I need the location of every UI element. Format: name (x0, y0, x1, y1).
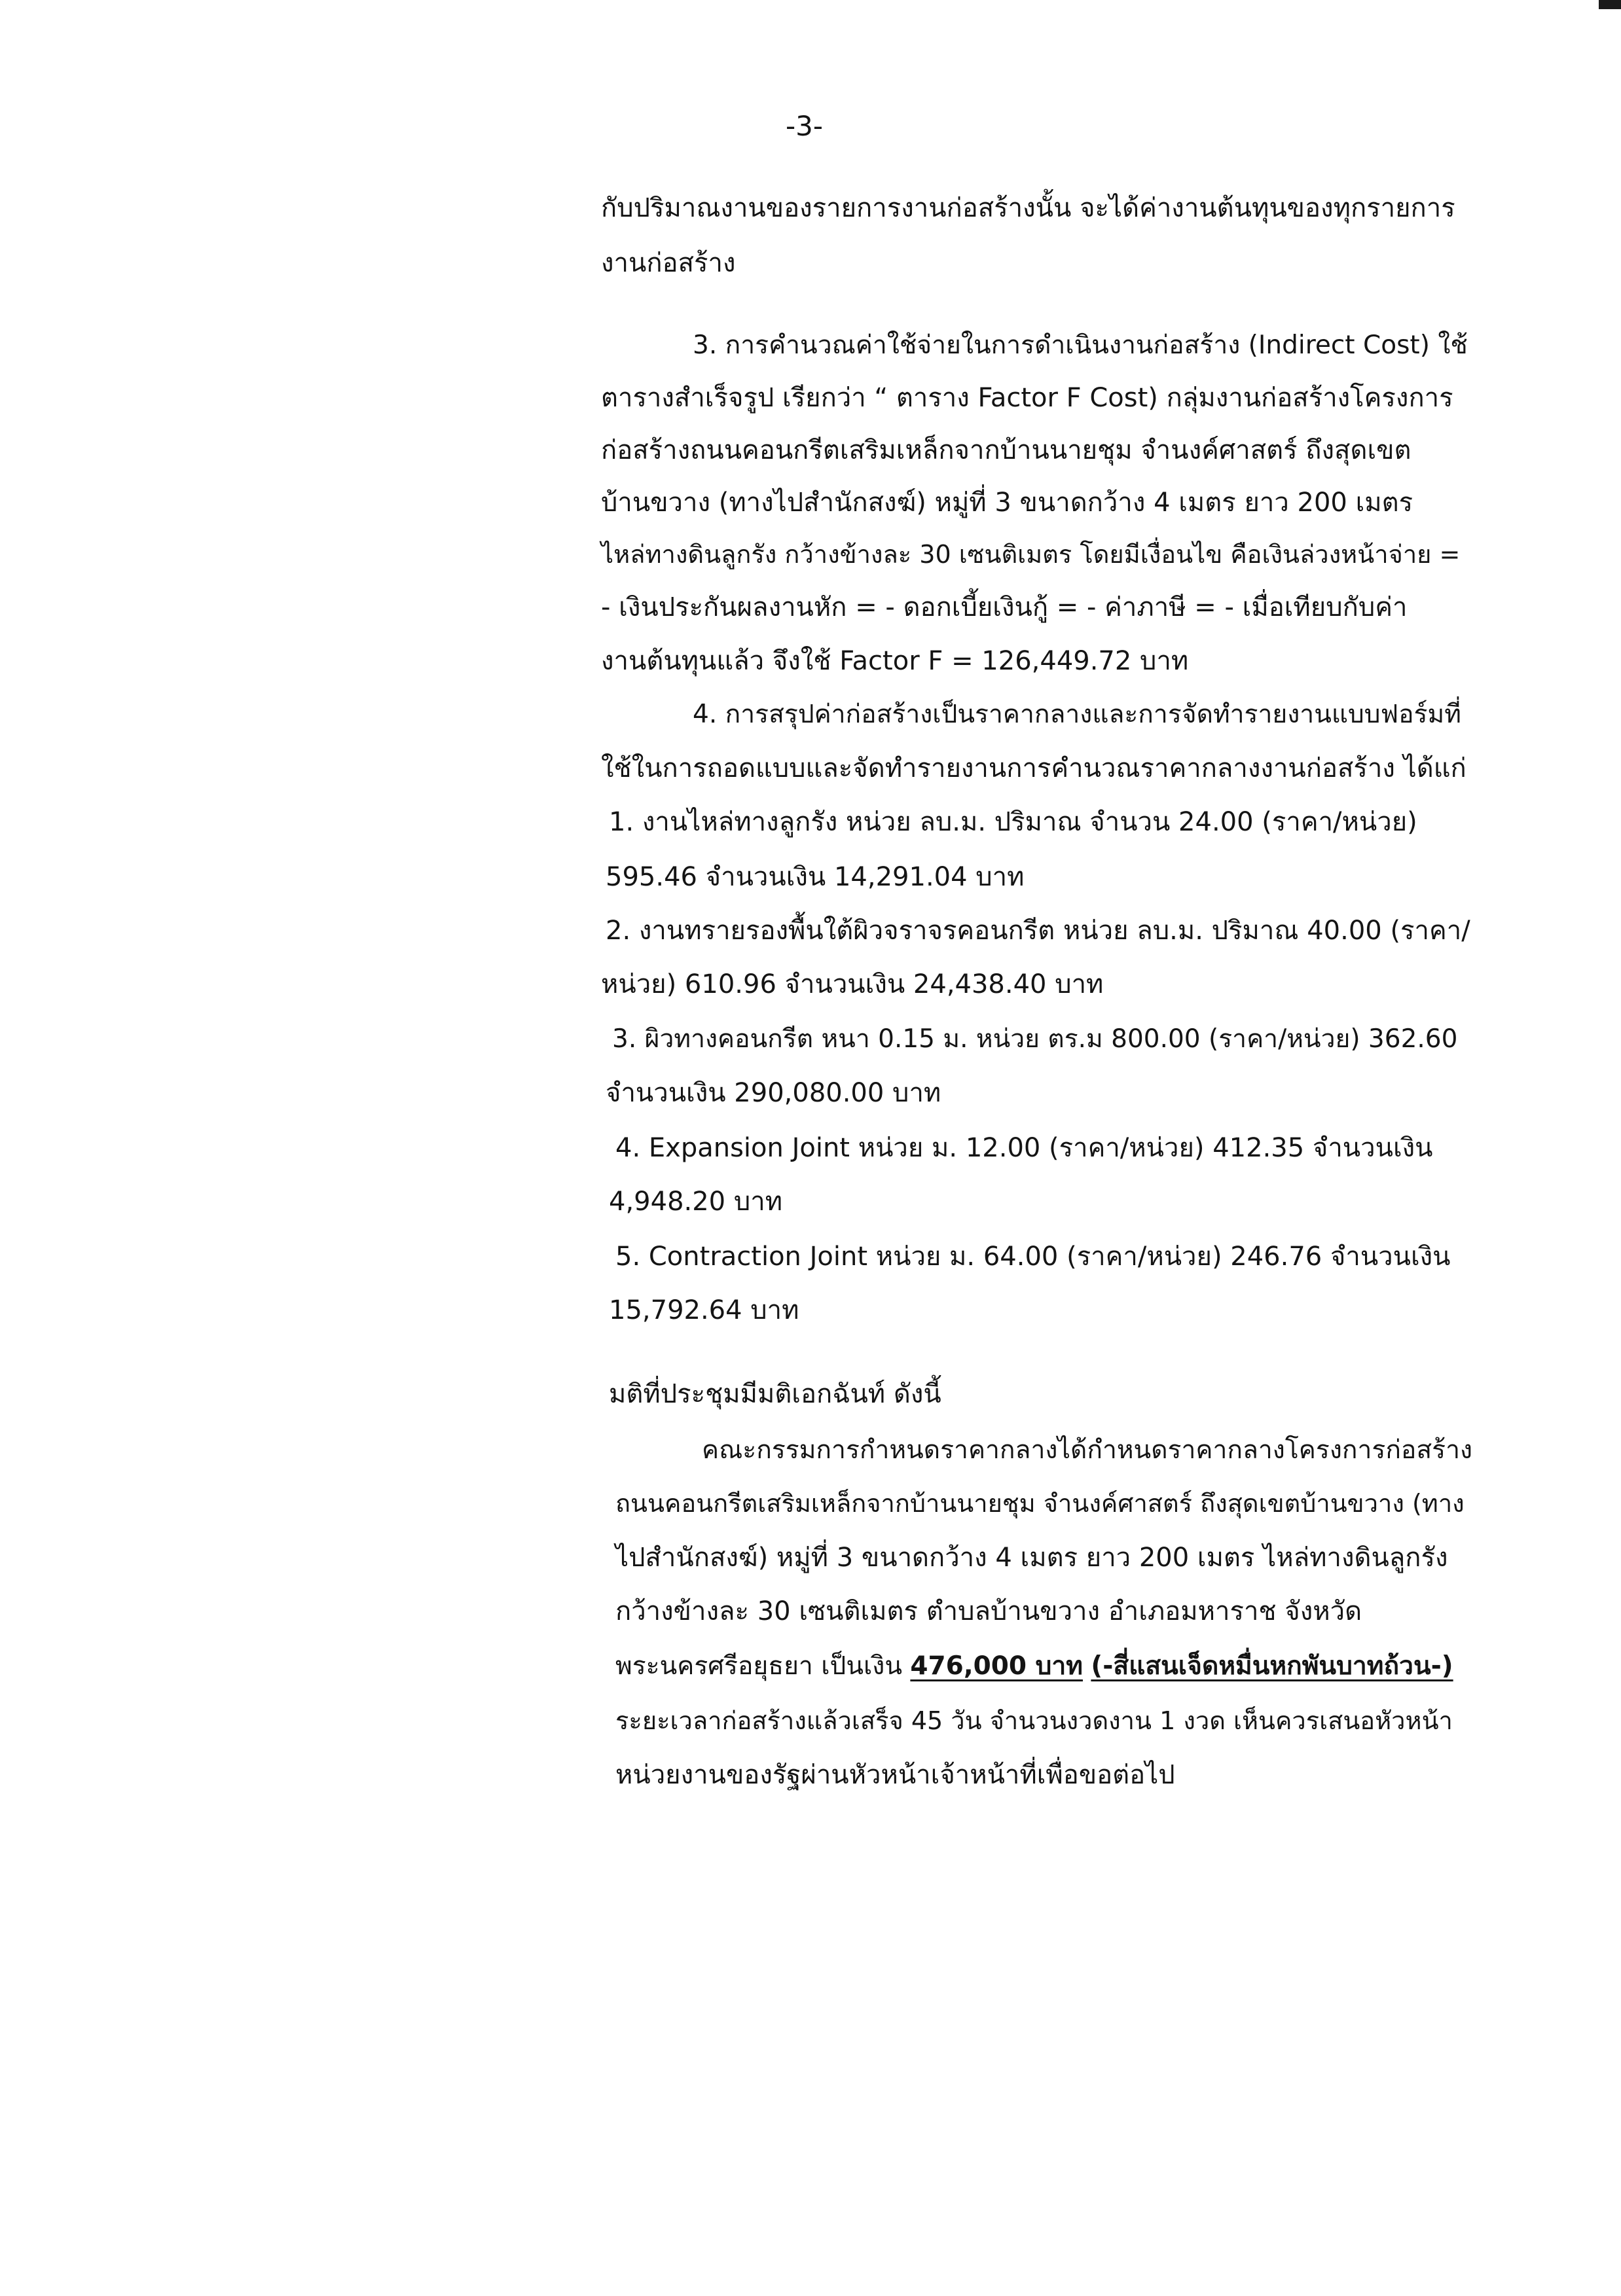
text-line-18: 4. Expansion Joint หน่วย ม. 12.00 (ราคา/หน่วย) 412.35 จำนวนเงิน (615, 1133, 1433, 1163)
text-line-9: งานต้นทุนแล้ว จึงใช้ Factor F = 126,449.72 บาท (601, 646, 1189, 676)
text-line-20: 5. Contraction Joint หน่วย ม. 64.00 (ราคา/หน่วย) 246.76 จำนวนเงิน (615, 1242, 1451, 1272)
text-line-6: บ้านขวาง (ทางไปสำนักสงฆ์) หมู่ที่ 3 ขนาดกว้าง 4 เมตร ยาว 200 เมตร (601, 488, 1413, 518)
text-line-3: 3. การคำนวณค่าใช้จ่ายในการดำเนินงานก่อสร้าง (Indirect Cost) ใช้ (693, 331, 1468, 360)
text-line-7: ไหล่ทางดินลูกรัง กว้างข้างละ 30 เซนติเมตร โดยมีเงื่อนไข คือเงินล่วงหน้าจ่าย = (601, 540, 1461, 569)
text-line-4: ตารางสำเร็จรูป เรียกว่า “ ตาราง Factor F Cost) กลุ่มงานก่อสร้างโครงการ (601, 383, 1453, 413)
text-line-29: หน่วยงานของรัฐผ่านหัวหน้าเจ้าหน้าที่เพื่อขอต่อไป (615, 1760, 1175, 1790)
text-line-8: - เงินประกันผลงานหัก = - ดอกเบี้ยเงินกู้ = - ค่าภาษี = - เมื่อเทียบกับค่า (601, 592, 1408, 622)
text-line-19: 4,948.20 บาท (609, 1187, 783, 1217)
text-line-5: ก่อสร้างถนนคอนกรีตเสริมเหล็กจากบ้านนายชุม จำนงค์ศาสตร์ ถึงสุดเขต (601, 435, 1412, 465)
text-line-13: 595.46 จำนวนเงิน 14,291.04 บาท (606, 862, 1025, 892)
text-line-2: งานก่อสร้าง (601, 248, 736, 278)
scan-edge-mark (1599, 0, 1621, 9)
text-line-24: ถนนคอนกรีตเสริมเหล็กจากบ้านนายชุม จำนงค์ศาสตร์ ถึงสุดเขตบ้านขวาง (ทาง (615, 1489, 1465, 1518)
price-space (1083, 1651, 1091, 1681)
text-line-27-start: พระนครศรีอยุธยา เป็นเงิน (615, 1651, 911, 1681)
text-line-15: หน่วย) 610.96 จำนวนเงิน 24,438.40 บาท (601, 969, 1104, 999)
price-amount: 476,000 บาท (910, 1651, 1083, 1681)
text-line-16: 3. ผิวทางคอนกรีต หนา 0.15 ม. หน่วย ตร.ม 800.00 (ราคา/หน่วย) 362.60 (612, 1024, 1458, 1054)
text-line-26: กว้างข้างละ 30 เซนติเมตร ตำบลบ้านขวาง อำเภอมหาราช จังหวัด (615, 1596, 1362, 1626)
page-number: -3- (786, 110, 824, 142)
text-line-10: 4. การสรุปค่าก่อสร้างเป็นราคากลางและการจัดทำรายงานแบบฟอร์มที่ (693, 700, 1461, 729)
text-line-25: ไปสำนักสงฆ์) หมู่ที่ 3 ขนาดกว้าง 4 เมตร ยาว 200 เมตร ไหล่ทางดินลูกรัง (615, 1543, 1448, 1573)
text-line-22: มติที่ประชุมมีมติเอกฉันท์ ดังนี้ (609, 1379, 941, 1409)
price-words: (-สี่แสนเจ็ดหมื่นหกพันบาทถ้วน-) (1091, 1651, 1453, 1681)
text-line-28: ระยะเวลาก่อสร้างแล้วเสร็จ 45 วัน จำนวนงวดงาน 1 งวด เห็นควรเสนอหัวหน้า (615, 1706, 1453, 1735)
text-line-14: 2. งานทรายรองพื้นใต้ผิวจราจรคอนกรีต หน่วย ลบ.ม. ปริมาณ 40.00 (ราคา/ (606, 916, 1470, 946)
text-line-23: คณะกรรมการกำหนดราคากลางได้กำหนดราคากลางโครงการก่อสร้าง (702, 1435, 1473, 1465)
text-line-1: กับปริมาณงานของรายการงานก่อสร้างนั้น จะได้ค่างานต้นทุนของทุกรายการ (601, 193, 1455, 223)
text-line-12: 1. งานไหล่ทางลูกรัง หน่วย ลบ.ม. ปริมาณ จำนวน 24.00 (ราคา/หน่วย) (609, 807, 1417, 837)
text-line-11: ใช้ในการถอดแบบและจัดทำรายงานการคำนวณราคากลางงานก่อสร้าง ได้แก่ (601, 753, 1466, 783)
text-line-27 (615, 1653, 1453, 1679)
text-line-17: จำนวนเงิน 290,080.00 บาท (606, 1078, 941, 1108)
text-line-21: 15,792.64 บาท (609, 1295, 799, 1325)
